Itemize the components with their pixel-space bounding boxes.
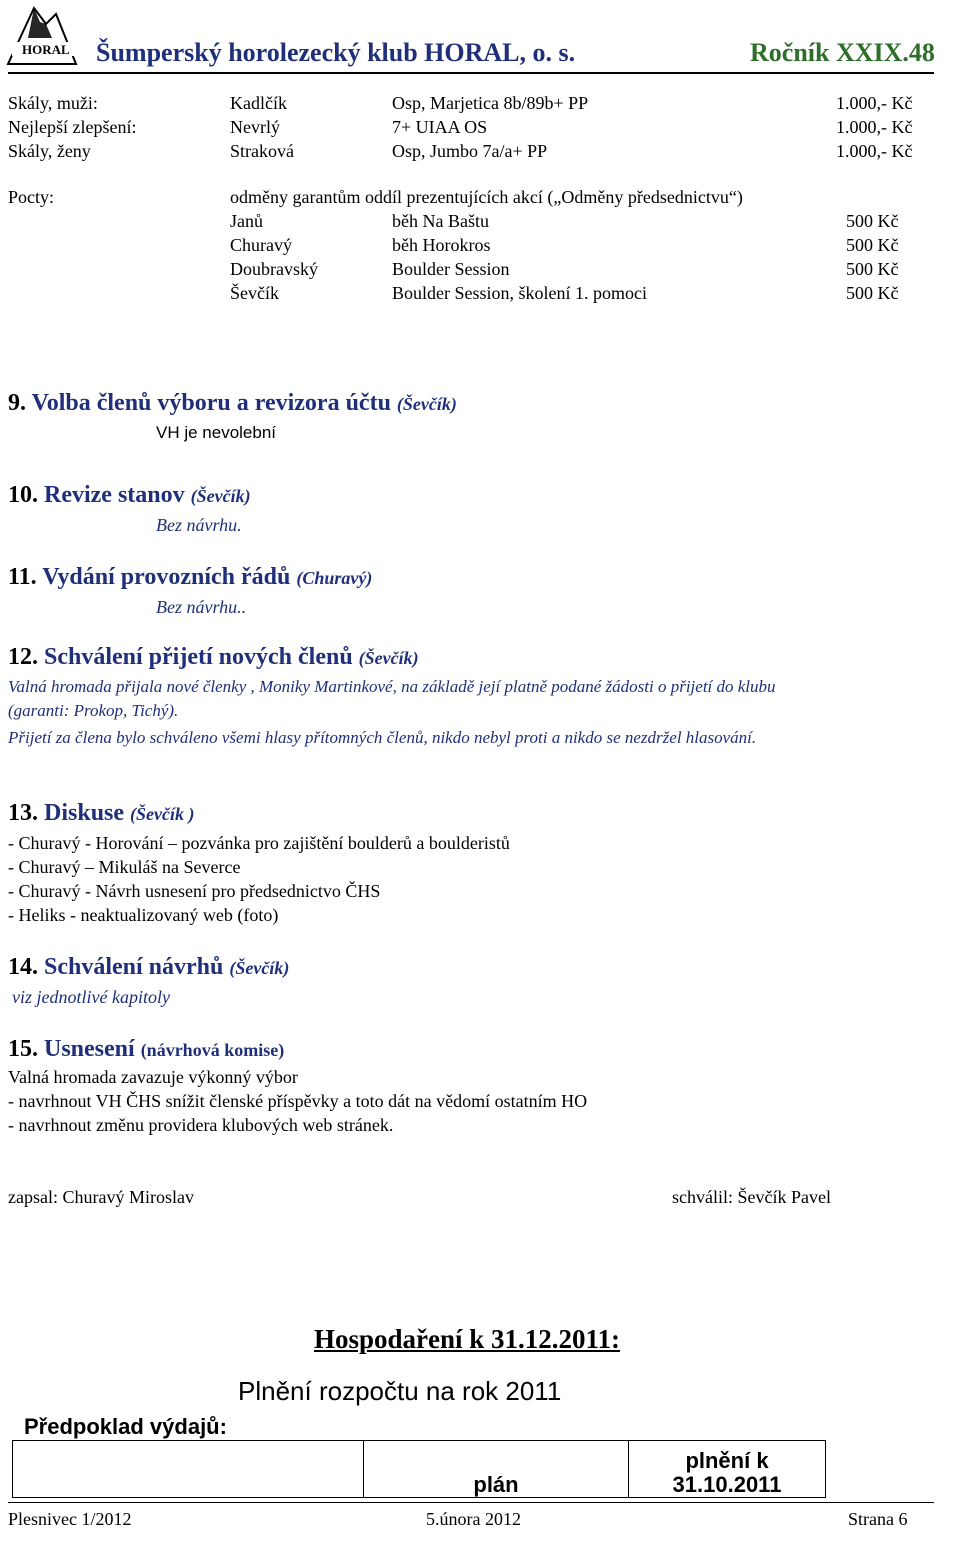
header-rule xyxy=(8,72,934,74)
footer-page: Strana 6 xyxy=(848,1509,908,1529)
section-10-heading xyxy=(8,482,251,509)
resolution-item: - navrhnout změnu providera klubových web stránek. xyxy=(8,1115,394,1135)
award-name: Nevrlý xyxy=(230,117,280,137)
section-title: Revize stanov xyxy=(44,482,185,508)
section-9-text: VH je nevolební xyxy=(156,423,277,442)
section-number: 11. xyxy=(8,564,37,590)
award-name: Straková xyxy=(230,141,294,161)
section-10-text: Bez návrhu. xyxy=(156,515,242,535)
award-amount: 1.000,- Kč xyxy=(836,141,913,161)
honor-name: Janů xyxy=(230,211,263,231)
expenses-label: Předpoklad výdajů: xyxy=(24,1414,227,1439)
section-owner: (Ševčík) xyxy=(229,958,290,978)
discussion-item: - Churavý - Návrh usnesení pro předsednictvo ČHS xyxy=(8,881,381,901)
resolution-item: - navrhnout VH ČHS snížit členské příspěvky a toto dát na vědomí ostatním HO xyxy=(8,1091,588,1111)
section-12-line: Přijetí za člena bylo schváleno všemi hlasy přítomných členů, nikdo nebyl proti a nikdo se nezdržel hlasování. xyxy=(8,728,757,747)
discussion-item: - Churavý - Horování – pozvánka pro zajištění boulderů a boulderistů xyxy=(8,833,510,853)
section-11-heading xyxy=(8,564,372,591)
section-number: 14. xyxy=(8,954,38,980)
plan-column-header xyxy=(364,1441,629,1498)
section-number: 13. xyxy=(8,800,38,826)
honor-amount: 500 Kč xyxy=(846,235,899,255)
section-owner: (Ševčík) xyxy=(190,486,251,506)
award-detail: 7+ UIAA OS xyxy=(392,117,488,137)
award-detail: Osp, Jumbo 7a/a+ PP xyxy=(392,141,548,161)
honor-amount: 500 Kč xyxy=(846,259,899,279)
section-12-heading xyxy=(8,644,419,671)
discussion-item: - Churavý – Mikuláš na Severce xyxy=(8,857,241,877)
award-name: Kadlčík xyxy=(230,93,287,113)
honors-label: Pocty: xyxy=(8,187,55,207)
section-owner: (návrhová komise) xyxy=(140,1040,285,1060)
done-column-header xyxy=(629,1441,826,1498)
section-number: 15. xyxy=(8,1036,38,1062)
honors-intro: odměny garantům oddíl prezentujících akcí („Odměny předsednictvu“) xyxy=(230,187,743,207)
award-category: Skály, muži: xyxy=(8,93,98,113)
section-14-heading xyxy=(8,954,289,981)
section-owner: (Ševčík) xyxy=(396,394,457,414)
honor-event: Boulder Session xyxy=(392,259,510,279)
award-amount: 1.000,- Kč xyxy=(836,117,913,137)
footer-rule xyxy=(8,1502,934,1503)
done-column-label-1: plnění k xyxy=(685,1448,769,1473)
logo-text: HORAL xyxy=(22,42,70,57)
award-category: Skály, ženy xyxy=(8,141,91,161)
section-title: Diskuse xyxy=(44,800,125,826)
finance-subheading: Plnění rozpočtu na rok 2011 xyxy=(238,1376,562,1406)
club-logo xyxy=(6,4,78,66)
section-9-heading xyxy=(8,390,457,417)
budget-table xyxy=(12,1440,826,1498)
volume-number: Ročník XXIX.48 xyxy=(750,38,935,67)
honor-amount: 500 Kč xyxy=(846,211,899,231)
section-owner: (Churavý) xyxy=(296,568,373,588)
done-column-label-2: 31.10.2011 xyxy=(672,1472,782,1497)
section-12-line: (garanti: Prokop, Tichý). xyxy=(8,701,179,720)
award-category: Nejlepší zlepšení: xyxy=(8,117,137,137)
honor-event: běh Na Baštu xyxy=(392,211,489,231)
honor-name: Churavý xyxy=(230,235,292,255)
section-title: Vydání provozních řádů xyxy=(42,564,291,590)
section-number: 12. xyxy=(8,644,38,670)
section-13-heading xyxy=(8,800,195,827)
honor-name: Doubravský xyxy=(230,259,318,279)
section-12-line: Valná hromada přijala nové členky , Moniky Martinkové, na základě její platně podané žádosti o přijetí do klubu xyxy=(8,677,776,696)
section-number: 9. xyxy=(8,390,26,416)
section-title: Schválení návrhů xyxy=(44,954,224,980)
section-title: Schválení přijetí nových členů xyxy=(44,644,353,670)
resolution-item: Valná hromada zavazuje výkonný výbor xyxy=(8,1067,298,1087)
budget-item-column xyxy=(13,1441,364,1498)
finance-heading: Hospodaření k 31.12.2011: xyxy=(314,1324,621,1354)
footer-date: 5.února 2012 xyxy=(426,1509,521,1529)
discussion-item: - Heliks - neaktualizovaný web (foto) xyxy=(8,905,279,925)
footer-issue: Plesnivec 1/2012 xyxy=(8,1509,132,1529)
recorded-by: zapsal: Churavý Miroslav xyxy=(8,1187,194,1207)
honor-event: běh Horokros xyxy=(392,235,491,255)
section-title: Volba členů výboru a revizora účtu xyxy=(31,390,391,416)
section-11-text: Bez návrhu.. xyxy=(156,597,247,617)
award-detail: Osp, Marjetica 8b/89b+ PP xyxy=(392,93,589,113)
club-name: Šumperský horolezecký klub HORAL, o. s. xyxy=(96,38,576,67)
award-amount: 1.000,- Kč xyxy=(836,93,913,113)
section-number: 10. xyxy=(8,482,38,508)
section-15-heading xyxy=(8,1036,284,1063)
section-14-text: viz jednotlivé kapitoly xyxy=(12,987,170,1007)
plan-column-label: plán xyxy=(473,1472,519,1497)
budget-table-header-row xyxy=(13,1441,826,1498)
honor-name: Ševčík xyxy=(230,283,279,303)
section-title: Usnesení xyxy=(44,1036,135,1062)
section-owner: (Ševčík) xyxy=(358,648,419,668)
approved-by: schválil: Ševčík Pavel xyxy=(672,1187,831,1207)
section-owner: (Ševčík ) xyxy=(130,804,195,824)
honor-event: Boulder Session, školení 1. pomoci xyxy=(392,283,647,303)
honor-amount: 500 Kč xyxy=(846,283,899,303)
